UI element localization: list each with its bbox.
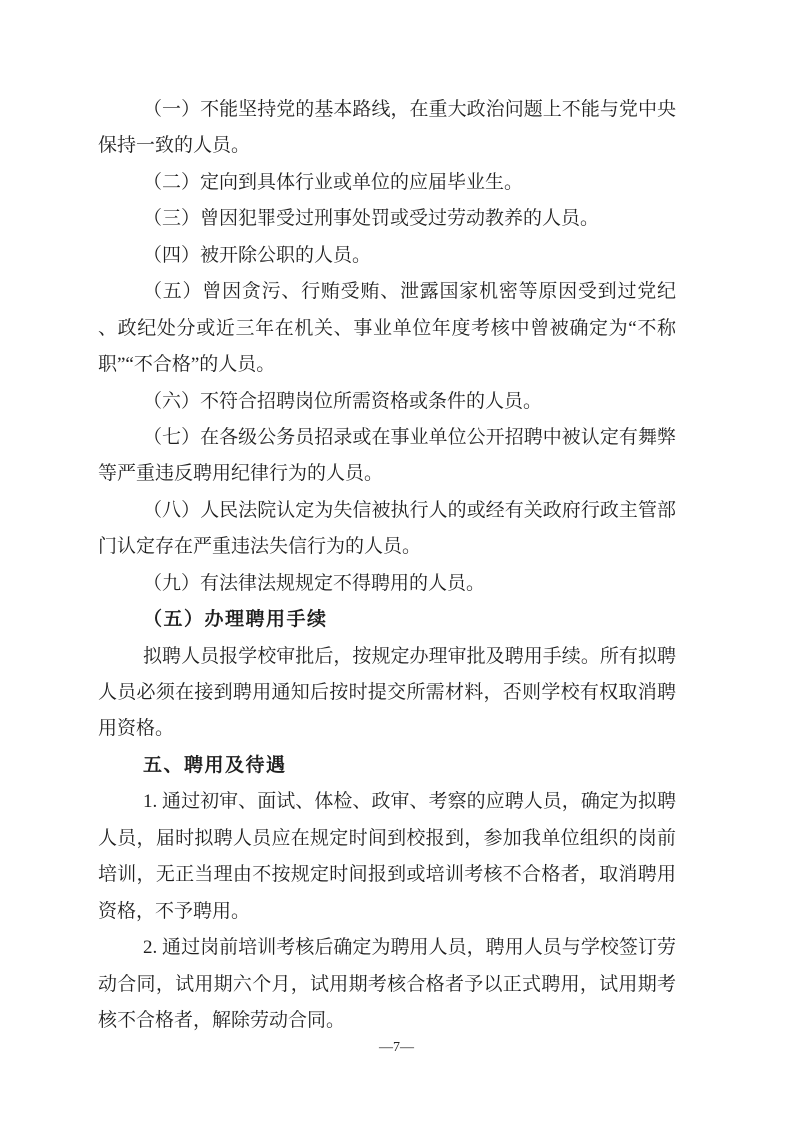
text-line: 职”“不合格”的人员。 [98, 354, 276, 376]
text-line: （九）有法律法规规定不得聘用的人员。 [143, 572, 486, 594]
text-line: （六）不符合招聘岗位所需资格或条件的人员。 [143, 390, 543, 412]
page-number: —7— [379, 1040, 414, 1055]
text-line: 2. 通过岗前培训考核后确定为聘用人员，聘用人员与学校签订劳 [143, 937, 676, 959]
section-heading: 五、聘用及待遇 [143, 754, 287, 776]
text-line: 保持一致的人员。 [98, 135, 251, 157]
document-body [98, 92, 676, 1039]
text-line: 人员必须在接到聘用通知后按时提交所需材料，否则学校有权取消聘 [98, 682, 676, 703]
text-line: 1. 通过初审、面试、体检、政审、考察的应聘人员，确定为拟聘 [143, 791, 676, 813]
text-line: 用资格。 [98, 718, 175, 740]
text-line: （八）人民法院认定为失信被执行人的或经有关政府行政主管部 [143, 499, 676, 521]
text-line: 培训，无正当理由不按规定时间报到或培训考核不合格者，取消聘用 [98, 864, 676, 886]
text-line: 动合同，试用期六个月，试用期考核合格者予以正式聘用，试用期考 [98, 973, 676, 995]
text-line: 门认定存在严重违法失信行为的人员。 [98, 536, 422, 558]
section-heading: （五）办理聘用手续 [143, 609, 328, 631]
text-line: （三）曾因犯罪受过刑事处罚或受过劳动教养的人员。 [143, 208, 600, 230]
text-line: （五）曾因贪污、行贿受贿、泄露国家机密等原因受到过党纪 [143, 281, 676, 303]
text-line: 拟聘人员报学校审批后，按规定办理审批及聘用手续。所有拟聘 [143, 645, 676, 667]
text-line: （四）被开除公职的人员。 [143, 244, 372, 266]
text-line: 、政纪处分或近三年在机关、事业单位年度考核中曾被确定为“不称 [98, 317, 676, 339]
text-line: 资格，不予聘用。 [98, 900, 251, 922]
text-line: 等严重违反聘用纪律行为的人员。 [98, 463, 384, 485]
text-line: （七）在各级公务员招录或在事业单位公开招聘中被认定有舞弊 [143, 426, 676, 448]
text-line: 人员，届时拟聘人员应在规定时间到校报到，参加我单位组织的岗前 [98, 827, 676, 849]
text-line: （一）不能坚持党的基本路线，在重大政治问题上不能与党中央 [143, 99, 676, 120]
text-line: （二）定向到具体行业或单位的应届毕业生。 [143, 171, 524, 193]
text-line: 核不合格者，解除劳动合同。 [98, 1009, 346, 1031]
